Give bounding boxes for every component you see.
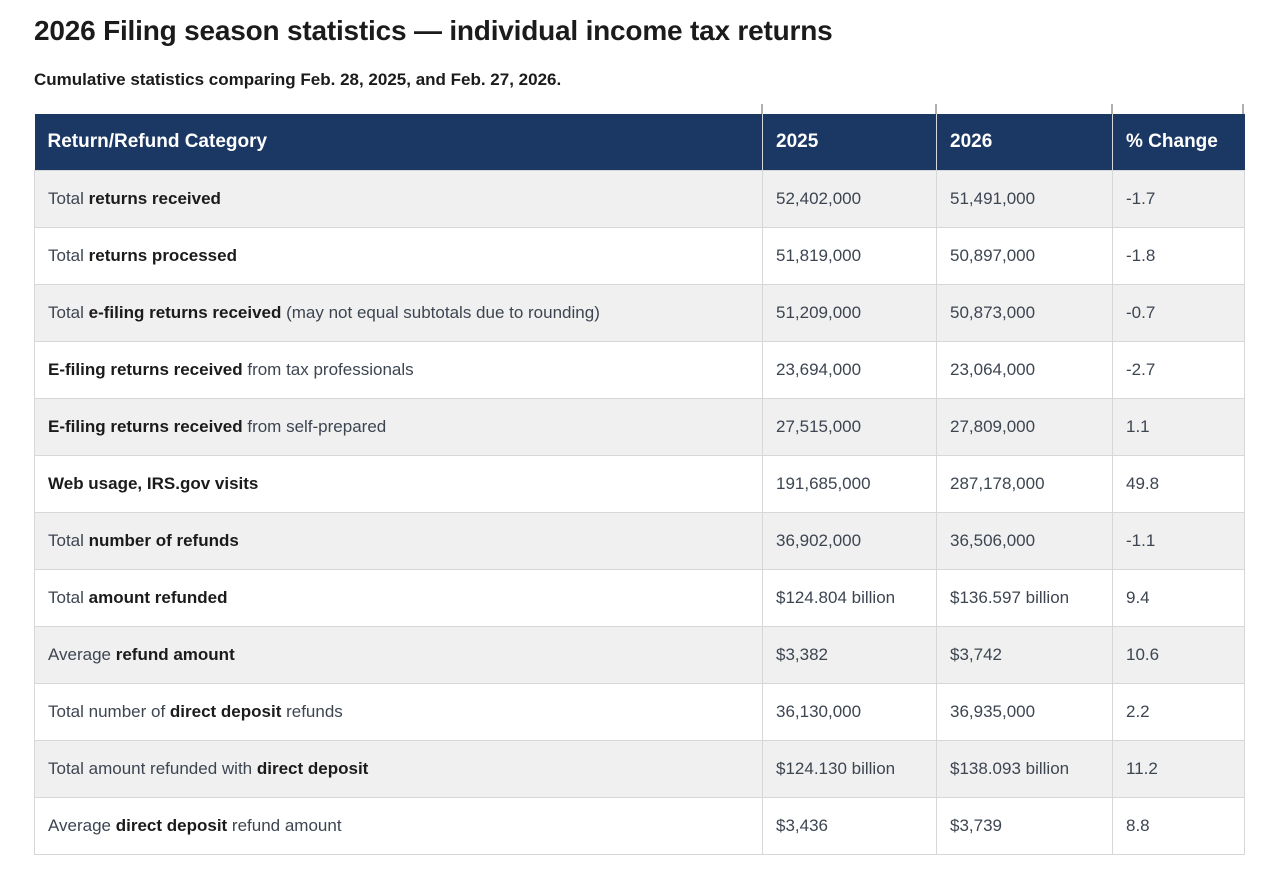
value-2026-cell: 50,897,000	[937, 228, 1113, 285]
column-boundary-tick	[1111, 104, 1113, 114]
table-top-ticks	[34, 104, 1244, 114]
table-row	[35, 684, 1245, 741]
category-bold-text: E-filing returns received	[48, 360, 243, 380]
category-text: Total number of	[48, 702, 170, 722]
category-cell	[35, 285, 763, 342]
table-row	[35, 399, 1245, 456]
category-text: Total	[48, 588, 89, 608]
category-text: from tax professionals	[242, 360, 414, 380]
table-row	[35, 627, 1245, 684]
filing-statistics-table	[34, 114, 1245, 856]
pct-change-cell: -2.7	[1113, 342, 1245, 399]
category-bold-text: number of refunds	[88, 531, 239, 551]
value-2026-cell: 287,178,000	[937, 456, 1113, 513]
category-cell	[35, 342, 763, 399]
value-2025-cell: $3,436	[763, 798, 937, 855]
category-text: Total	[48, 189, 89, 209]
pct-change-cell: 11.2	[1113, 741, 1245, 798]
pct-change-cell: -1.8	[1113, 228, 1245, 285]
column-boundary-tick	[1242, 104, 1244, 114]
category-cell	[35, 570, 763, 627]
table-row	[35, 570, 1245, 627]
pct-change-cell: 9.4	[1113, 570, 1245, 627]
value-2026-cell: 50,873,000	[937, 285, 1113, 342]
column-header-2025: 2025	[763, 114, 937, 171]
column-header-category: Return/Refund Category	[35, 114, 763, 171]
category-cell	[35, 456, 763, 513]
value-2026-cell: $3,739	[937, 798, 1113, 855]
page-subtitle: Cumulative statistics comparing Feb. 28, 2025, and Feb. 27, 2026.	[34, 69, 562, 89]
category-bold-text: direct deposit	[256, 759, 369, 779]
table-row	[35, 798, 1245, 855]
category-bold-text: direct deposit	[169, 702, 282, 722]
value-2026-cell: 23,064,000	[937, 342, 1113, 399]
pct-change-cell: -0.7	[1113, 285, 1245, 342]
column-boundary-tick	[761, 104, 763, 114]
category-cell	[35, 228, 763, 285]
value-2025-cell: $124.804 billion	[763, 570, 937, 627]
category-cell	[35, 684, 763, 741]
value-2025-cell: 52,402,000	[763, 171, 937, 228]
category-text: (may not equal subtotals due to rounding)	[281, 303, 600, 323]
pct-change-cell: 2.2	[1113, 684, 1245, 741]
category-text: Total amount refunded with	[48, 759, 257, 779]
pct-change-cell: -1.1	[1113, 513, 1245, 570]
value-2025-cell: 23,694,000	[763, 342, 937, 399]
category-bold-text: direct deposit	[115, 816, 228, 836]
table-row	[35, 741, 1245, 798]
value-2025-cell: 191,685,000	[763, 456, 937, 513]
category-cell	[35, 627, 763, 684]
table-row	[35, 342, 1245, 399]
value-2025-cell: 51,209,000	[763, 285, 937, 342]
pct-change-cell: 10.6	[1113, 627, 1245, 684]
pct-change-cell: 1.1	[1113, 399, 1245, 456]
category-bold-text: returns received	[88, 189, 221, 209]
category-text: Total	[48, 303, 89, 323]
column-header-2026: 2026	[937, 114, 1113, 171]
category-bold-text: refund amount	[115, 645, 235, 665]
category-cell	[35, 798, 763, 855]
value-2026-cell: 27,809,000	[937, 399, 1113, 456]
value-2026-cell: $138.093 billion	[937, 741, 1113, 798]
value-2026-cell: $136.597 billion	[937, 570, 1113, 627]
category-cell	[35, 171, 763, 228]
category-text: Average	[48, 645, 116, 665]
table-row	[35, 228, 1245, 285]
table-row	[35, 456, 1245, 513]
category-cell	[35, 741, 763, 798]
column-boundary-tick	[935, 104, 937, 114]
value-2025-cell: 36,130,000	[763, 684, 937, 741]
category-text: Total	[48, 246, 89, 266]
value-2025-cell: 36,902,000	[763, 513, 937, 570]
pct-change-cell: 49.8	[1113, 456, 1245, 513]
table-header-row	[35, 114, 1245, 171]
category-text: Total	[48, 531, 89, 551]
pct-change-cell: 8.8	[1113, 798, 1245, 855]
pct-change-cell: -1.7	[1113, 171, 1245, 228]
page-title: 2026 Filing season statistics — individual income tax returns	[34, 15, 833, 46]
category-bold-text: e-filing returns received	[88, 303, 282, 323]
value-2026-cell: $3,742	[937, 627, 1113, 684]
category-bold-text: Web usage, IRS.gov visits	[48, 474, 259, 494]
category-text: from self-prepared	[242, 417, 387, 437]
table-row	[35, 513, 1245, 570]
category-text: refund amount	[227, 816, 342, 836]
category-bold-text: E-filing returns received	[48, 417, 243, 437]
category-bold-text: amount refunded	[88, 588, 228, 608]
value-2026-cell: 36,935,000	[937, 684, 1113, 741]
category-cell	[35, 513, 763, 570]
category-text: refunds	[281, 702, 343, 722]
value-2025-cell: $3,382	[763, 627, 937, 684]
table-body	[35, 171, 1245, 855]
table-row	[35, 171, 1245, 228]
column-header-pct-change: % Change	[1113, 114, 1245, 171]
category-cell	[35, 399, 763, 456]
category-text: Average	[48, 816, 116, 836]
value-2025-cell: $124.130 billion	[763, 741, 937, 798]
value-2025-cell: 27,515,000	[763, 399, 937, 456]
table-row	[35, 285, 1245, 342]
table-header	[35, 114, 1245, 171]
value-2025-cell: 51,819,000	[763, 228, 937, 285]
value-2026-cell: 51,491,000	[937, 171, 1113, 228]
value-2026-cell: 36,506,000	[937, 513, 1113, 570]
category-bold-text: returns processed	[88, 246, 237, 266]
